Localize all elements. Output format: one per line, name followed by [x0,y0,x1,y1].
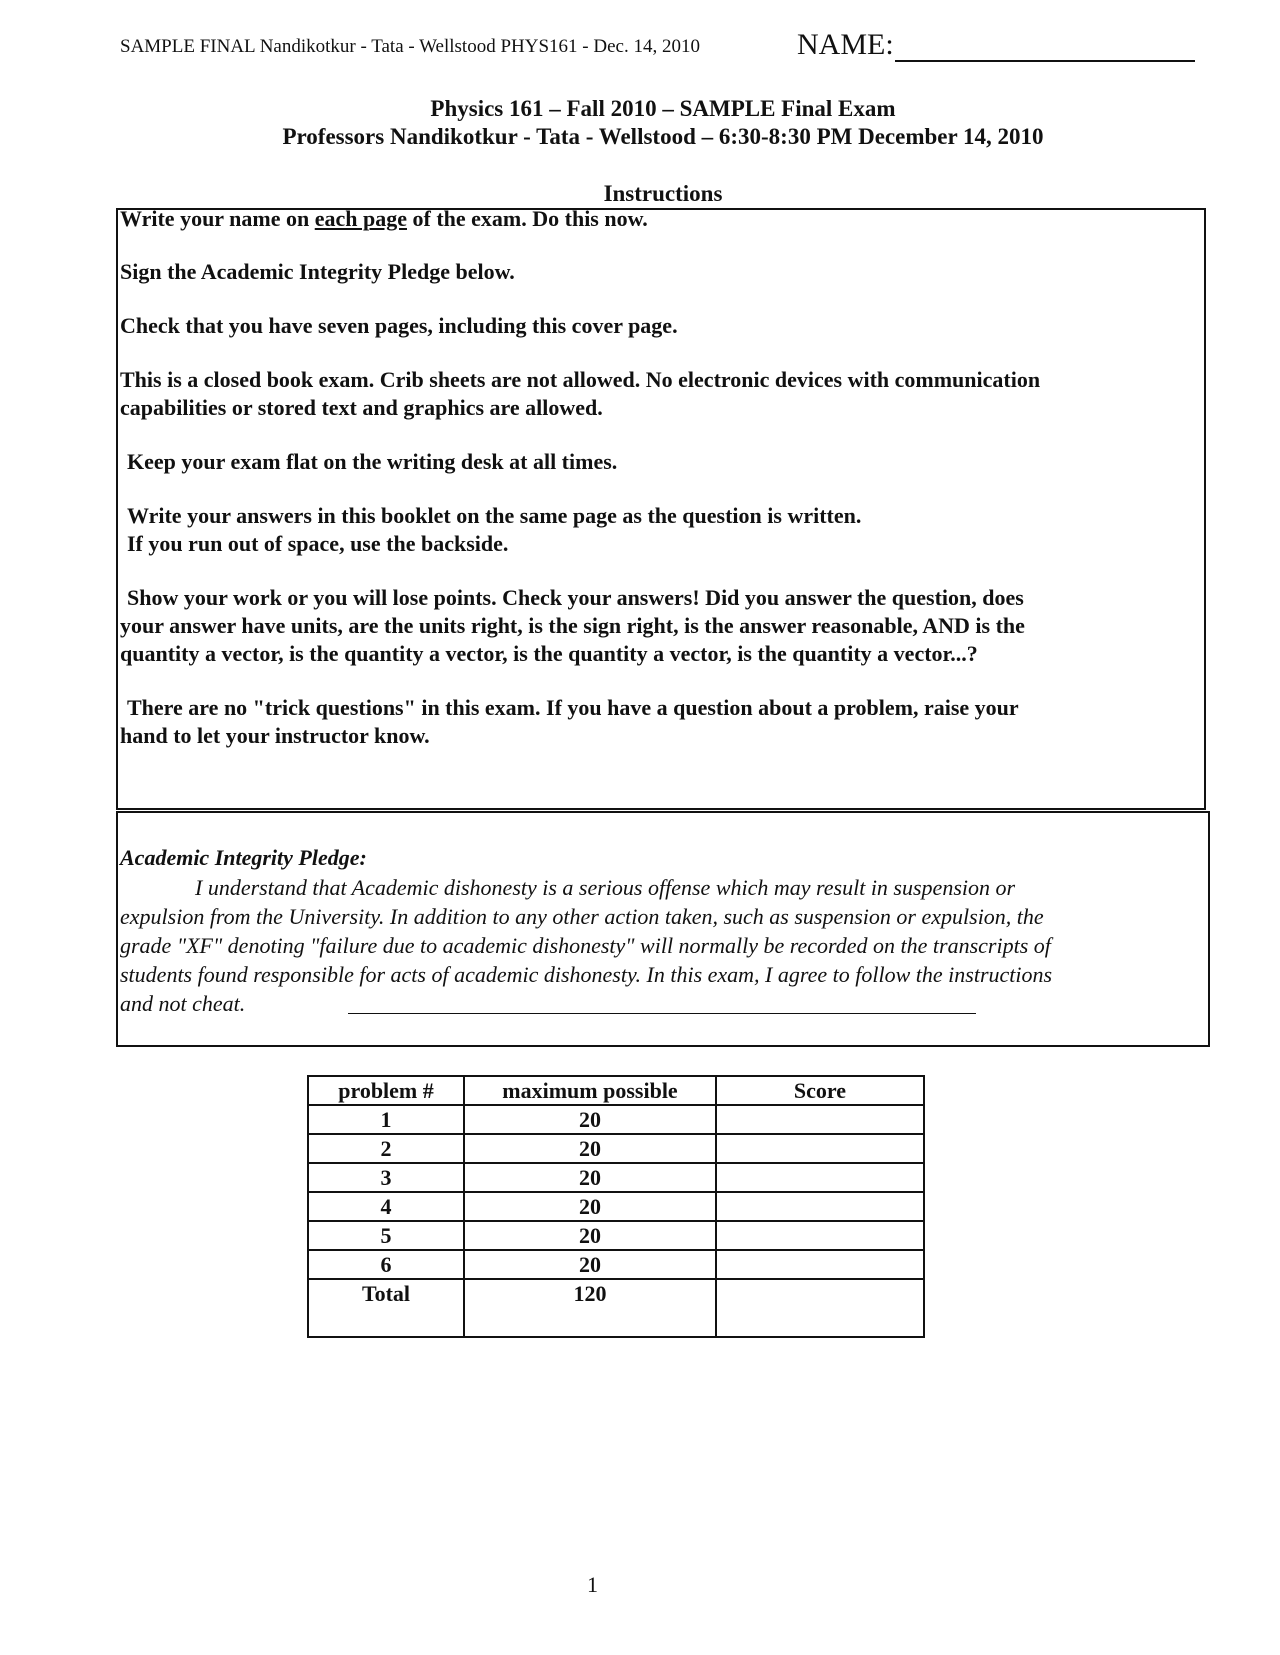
instruction-show-work-2: your answer have units, are the units right, is the sign right, is the answer reasonable, AND is the [120,613,1025,638]
problem-cell: 5 [308,1221,464,1250]
running-header: SAMPLE FINAL Nandikotkur - Tata - Wellstood PHYS161 - Dec. 14, 2010 [120,36,700,57]
table-row [308,1250,924,1279]
instruction-keep-flat: Keep your exam flat on the writing desk at all times. [127,449,618,474]
pledge-line: students found responsible for acts of academic dishonesty. In this exam, I agree to follow the instructions [120,962,1053,987]
score-cell[interactable] [716,1221,924,1250]
score-cell[interactable] [716,1134,924,1163]
score-table-header-row [308,1076,924,1105]
score-table [307,1075,925,1338]
instruction-closed-book-2: capabilities or stored text and graphics are allowed. [120,395,603,420]
score-cell[interactable] [716,1105,924,1134]
table-row [308,1192,924,1221]
max-cell: 20 [464,1163,716,1192]
instruction-show-work-3: quantity a vector, is the quantity a vector, is the quantity a vector, is the quantity a vector...? [120,641,978,666]
header-maximum-possible: maximum possible [464,1076,716,1105]
exam-subtitle: Professors Nandikotkur - Tata - Wellstood – 6:30-8:30 PM December 14, 2010 [282,124,1044,149]
table-row [308,1105,924,1134]
instruction-show-work-1: Show your work or you will lose points. Check your answers! Did you answer the question, does [127,585,1024,610]
pledge-line: grade "XF" denoting "failure due to academic dishonesty" will normally be recorded on the transcripts of [120,933,1051,958]
instruction-sign-pledge: Sign the Academic Integrity Pledge below. [120,259,515,284]
pledge-line: and not cheat. [120,991,246,1016]
instruction-closed-book-1: This is a closed book exam. Crib sheets are not allowed. No electronic devices with communication [120,367,1041,392]
instruction-text: Write your name on [120,206,315,231]
instructions-heading: Instructions [603,181,723,206]
total-label-cell: Total [308,1279,464,1337]
score-cell[interactable] [716,1163,924,1192]
total-max-cell: 120 [464,1279,716,1337]
max-cell: 20 [464,1250,716,1279]
instruction-no-tricks-2: hand to let your instructor know. [120,723,430,748]
problem-cell: 3 [308,1163,464,1192]
problem-cell: 4 [308,1192,464,1221]
header-problem: problem # [308,1076,464,1105]
instruction-no-tricks-1: There are no "trick questions" in this exam. If you have a question about a problem, raise your [127,695,1019,720]
pledge-line: I understand that Academic dishonesty is a serious offense which may result in suspension or [195,875,1016,900]
total-score-cell[interactable] [716,1279,924,1337]
score-cell[interactable] [716,1192,924,1221]
table-row [308,1134,924,1163]
table-row [308,1163,924,1192]
pledge-title: Academic Integrity Pledge: [120,845,367,870]
score-cell[interactable] [716,1250,924,1279]
problem-cell: 6 [308,1250,464,1279]
page-number: 1 [587,1572,598,1597]
max-cell: 20 [464,1105,716,1134]
header-score: Score [716,1076,924,1105]
table-row [308,1221,924,1250]
instruction-answers-2: If you run out of space, use the backside. [127,531,509,556]
problem-cell: 2 [308,1134,464,1163]
academic-integrity-pledge-box [116,811,1210,1047]
instructions-box [116,208,1206,810]
total-row [308,1279,924,1337]
problem-cell: 1 [308,1105,464,1134]
instruction-emphasis: each page [314,206,407,231]
max-cell: 20 [464,1192,716,1221]
pledge-line: expulsion from the University. In addition to any other action taken, such as suspension or expulsion, the [120,904,1044,929]
name-blank-line[interactable] [895,60,1195,62]
instruction-check-pages: Check that you have seven pages, including this cover page. [120,313,678,338]
name-label: NAME: [797,28,894,61]
instruction-write-name [120,204,648,233]
max-cell: 20 [464,1221,716,1250]
instruction-answers-1: Write your answers in this booklet on the same page as the question is written. [127,503,862,528]
max-cell: 20 [464,1134,716,1163]
exam-title: Physics 161 – Fall 2010 – SAMPLE Final Exam [430,96,896,121]
instruction-text: of the exam. Do this now. [407,206,648,231]
signature-line[interactable] [348,1013,976,1014]
